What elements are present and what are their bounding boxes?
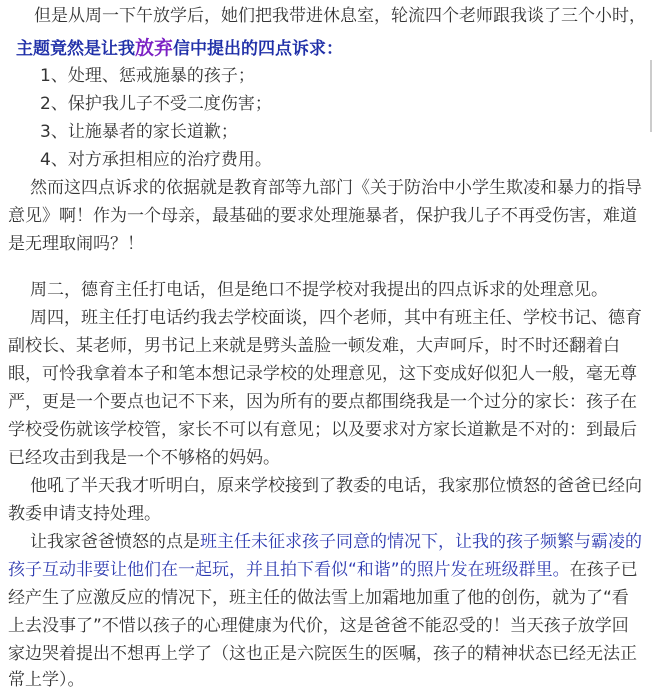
heading-accent: 放弃 — [135, 37, 174, 59]
demands-heading — [16, 36, 343, 61]
thursday-line-3: 眼，可怜我拿着本子和笔本想记录学校的处理意见，这下变成好似犯人一般，毫无尊 — [8, 364, 637, 384]
heading-part2: 信中提出的四点诉求： — [173, 39, 344, 59]
father-line-1-plain: 让我家爸爸愤怒的点是 — [30, 532, 200, 552]
shouted-line-1: 他吼了半天我才听明白，原来学校接到了教委的电话，我家那位愤怒的爸爸已经向 — [30, 476, 642, 496]
basis-line-2: 意见》啊！作为一个母亲，最基础的要求处理施暴者，保护我儿子不再受伤害，难道 — [8, 206, 637, 226]
tuesday-line: 周二，德育主任打电话，但是绝口不提学校对我提出的四点诉求的处理意见。 — [30, 280, 608, 300]
demand-item-1: 1、处理、惩戒施暴的孩子； — [40, 66, 255, 86]
father-line-5: 家边哭着提出不想再上学了（这也正是六院医生的医嘱，孩子的精神状态已经无法正 — [8, 644, 637, 664]
thursday-line-1: 周四，班主任打电话约我去学校面谈，四个老师，其中有班主任、学校书记、德育 — [30, 308, 642, 328]
thursday-line-4: 严，更是一个要点也记不下来，因为所有的要点都围绕我是一个过分的家长：孩子在 — [8, 392, 637, 412]
father-line-6: 常上学）。 — [8, 670, 85, 690]
father-line-2 — [8, 558, 638, 582]
father-line-1-highlight: 班主任未征求孩子同意的情况下，让我的孩子频繁与霸凌的 — [200, 532, 642, 552]
father-line-3: 经产生了应激反应的情况下，班主任的做法雪上加霜地加重了他的创伤，就为了“看 — [8, 588, 629, 608]
father-line-2-highlight: 孩子互动非要让他们在一起玩，并且拍下看似“和谐”的照片发在班级群里。 — [8, 560, 570, 580]
demand-item-4: 4、对方承担相应的治疗费用。 — [40, 150, 272, 170]
intro-line: 但是从周一下午放学后，她们把我带进休息室，轮流四个老师跟我谈了三个小时， — [34, 6, 646, 26]
thursday-line-6: 已经攻击到我是一个不够格的妈妈。 — [8, 448, 280, 468]
father-line-2-plain: 在孩子已 — [569, 560, 638, 580]
basis-line-3: 是无理取闹吗？！ — [8, 234, 144, 254]
demand-item-3: 3、让施暴者的家长道歉； — [40, 122, 238, 142]
thursday-line-2: 副校长、某老师，男书记上来就是劈头盖脸一顿发难，大声呵斥，时不时还翻着白 — [8, 336, 620, 356]
heading-part1: 主题竟然是让我 — [16, 39, 135, 59]
side-scroll-rule — [650, 60, 652, 132]
thursday-line-5: 学校受伤就该学校管，家长不可以有意见；以及要求对方家长道歉是不对的：到最后 — [8, 420, 637, 440]
basis-line-1: 然而这四点诉求的依据就是教育部等九部门《关于防治中小学生欺凌和暴力的指导 — [30, 178, 642, 198]
shouted-line-2: 教委申请支持处理。 — [8, 504, 161, 524]
father-line-1 — [30, 530, 642, 554]
father-line-4: 上去没事了”不惜以孩子的心理健康为代价，这是爸爸不能忍受的！当天孩子放学回 — [8, 616, 629, 636]
demand-item-2: 2、保护我儿子不受二度伤害； — [40, 94, 272, 114]
